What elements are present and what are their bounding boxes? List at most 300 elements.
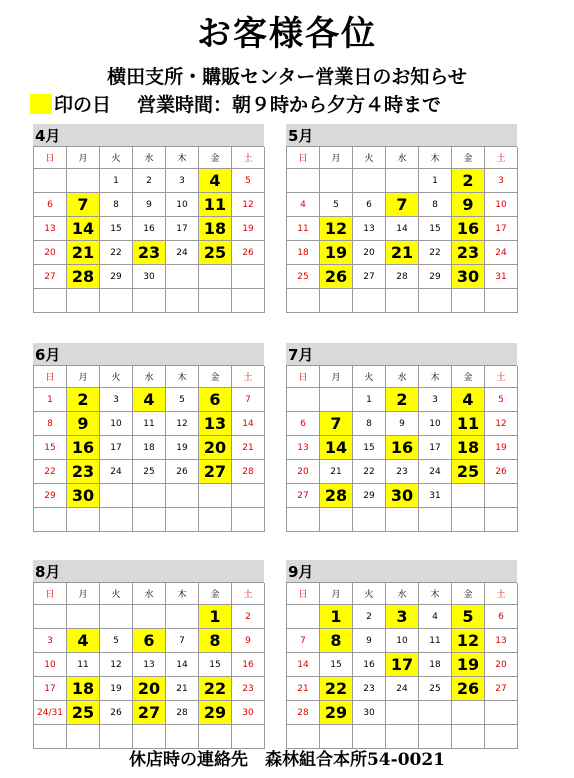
day-cell: 24/31 [34,701,67,725]
day-cell: 3 [166,169,199,193]
empty-cell [166,484,199,508]
empty-cell [419,508,452,532]
day-cell: 18 [419,653,452,677]
day-cell: 27 [287,484,320,508]
month-grid [286,146,517,313]
day-cell: 10 [386,629,419,653]
day-cell: 13 [34,217,67,241]
day-cell: 31 [485,265,518,289]
open-day-cell: 9 [452,193,485,217]
empty-cell [386,701,419,725]
day-cell: 10 [166,193,199,217]
weekday-header: 火 [100,147,133,169]
weekday-header: 日 [34,583,67,605]
day-cell: 14 [166,653,199,677]
day-cell: 5 [166,388,199,412]
weekday-header: 土 [232,366,265,388]
day-cell: 17 [485,217,518,241]
day-cell: 24 [419,460,452,484]
day-cell: 10 [34,653,67,677]
day-cell: 26 [485,460,518,484]
open-day-cell: 29 [320,701,353,725]
day-cell: 26 [232,241,265,265]
open-day-cell: 2 [67,388,100,412]
month-label: 7月 [286,343,517,365]
empty-cell [199,508,232,532]
open-day-cell: 2 [452,169,485,193]
day-cell: 28 [386,265,419,289]
weekday-header: 火 [353,583,386,605]
business-hours: 営業時間：朝９時から夕方４時まで [137,94,442,116]
empty-cell [353,169,386,193]
day-cell: 20 [353,241,386,265]
day-cell: 21 [320,460,353,484]
empty-cell [452,508,485,532]
day-cell: 29 [419,265,452,289]
open-day-cell: 18 [452,436,485,460]
month-calendar [286,343,517,532]
weekday-header: 月 [320,583,353,605]
open-day-cell: 18 [199,217,232,241]
day-cell: 17 [100,436,133,460]
day-cell: 20 [34,241,67,265]
open-day-cell: 9 [67,412,100,436]
empty-cell [67,605,100,629]
day-cell: 5 [485,388,518,412]
empty-cell [485,701,518,725]
empty-cell [353,508,386,532]
day-cell: 15 [353,436,386,460]
day-cell: 24 [386,677,419,701]
open-day-cell: 23 [133,241,166,265]
open-day-cell: 19 [452,653,485,677]
open-day-cell: 30 [386,484,419,508]
empty-cell [166,605,199,629]
empty-cell [199,265,232,289]
month-calendar [33,343,264,532]
month-label: 5月 [286,124,517,146]
day-cell: 23 [232,677,265,701]
empty-cell [232,484,265,508]
empty-cell [419,701,452,725]
open-day-cell: 21 [386,241,419,265]
weekday-header: 水 [133,147,166,169]
day-cell: 20 [485,653,518,677]
day-cell: 5 [320,193,353,217]
weekday-header: 水 [133,366,166,388]
open-day-cell: 22 [320,677,353,701]
open-day-cell: 30 [452,265,485,289]
month-grid [33,365,264,532]
day-cell: 29 [34,484,67,508]
day-cell: 3 [485,169,518,193]
day-cell: 7 [287,629,320,653]
empty-cell [67,508,100,532]
open-day-cell: 29 [199,701,232,725]
day-cell: 15 [320,653,353,677]
weekday-header: 水 [133,583,166,605]
day-cell: 1 [353,388,386,412]
open-day-cell: 1 [199,605,232,629]
day-cell: 28 [232,460,265,484]
day-cell: 24 [100,460,133,484]
month-calendar [33,124,264,313]
day-cell: 6 [353,193,386,217]
month-grid [33,582,264,749]
day-cell: 14 [232,412,265,436]
empty-cell [386,289,419,313]
empty-cell [287,605,320,629]
weekday-header: 金 [199,366,232,388]
empty-cell [166,289,199,313]
day-cell: 12 [166,412,199,436]
open-day-cell: 3 [386,605,419,629]
open-day-cell: 11 [452,412,485,436]
open-day-cell: 18 [67,677,100,701]
day-cell: 10 [100,412,133,436]
open-day-cell: 28 [67,265,100,289]
empty-cell [287,169,320,193]
day-cell: 6 [485,605,518,629]
day-cell: 30 [232,701,265,725]
day-cell: 16 [133,217,166,241]
empty-cell [419,289,452,313]
day-cell: 22 [353,460,386,484]
open-day-cell: 4 [452,388,485,412]
open-day-cell: 14 [320,436,353,460]
empty-cell [100,605,133,629]
day-cell: 15 [199,653,232,677]
day-cell: 21 [287,677,320,701]
day-cell: 31 [419,484,452,508]
legend-marker-label: 印の日 [54,94,112,116]
open-day-cell: 16 [386,436,419,460]
day-cell: 29 [353,484,386,508]
day-cell: 28 [287,701,320,725]
day-cell: 27 [34,265,67,289]
open-day-cell: 19 [320,241,353,265]
day-cell: 2 [133,169,166,193]
weekday-header: 日 [287,147,320,169]
open-day-cell: 16 [452,217,485,241]
weekday-header: 土 [485,583,518,605]
day-cell: 8 [419,193,452,217]
weekday-header: 土 [232,147,265,169]
day-cell: 25 [419,677,452,701]
month-label: 9月 [286,560,517,582]
weekday-header: 水 [386,366,419,388]
empty-cell [34,508,67,532]
open-day-cell: 8 [320,629,353,653]
weekday-header: 水 [386,147,419,169]
day-cell: 19 [166,436,199,460]
day-cell: 7 [232,388,265,412]
contact-footer: 休店時の連絡先 森林組合本所54-0021 [128,750,446,770]
empty-cell [452,484,485,508]
weekday-header: 金 [452,366,485,388]
weekday-header: 土 [485,147,518,169]
weekday-header: 木 [166,366,199,388]
day-cell: 17 [419,436,452,460]
empty-cell [287,388,320,412]
day-cell: 22 [34,460,67,484]
weekday-header: 火 [100,583,133,605]
open-day-cell: 6 [199,388,232,412]
day-cell: 18 [287,241,320,265]
empty-cell [232,289,265,313]
empty-cell [133,508,166,532]
day-cell: 1 [100,169,133,193]
day-cell: 15 [419,217,452,241]
day-cell: 11 [133,412,166,436]
day-cell: 30 [353,701,386,725]
open-day-cell: 7 [67,193,100,217]
weekday-header: 木 [419,147,452,169]
day-cell: 3 [34,629,67,653]
open-day-cell: 30 [67,484,100,508]
day-cell: 19 [232,217,265,241]
open-day-cell: 5 [452,605,485,629]
weekday-header: 火 [353,366,386,388]
day-cell: 3 [100,388,133,412]
legend-line [30,90,441,117]
weekday-header: 月 [320,147,353,169]
day-cell: 5 [232,169,265,193]
empty-cell [133,289,166,313]
open-day-cell: 23 [67,460,100,484]
empty-cell [353,289,386,313]
day-cell: 20 [287,460,320,484]
day-cell: 10 [419,412,452,436]
empty-cell [133,484,166,508]
empty-cell [452,701,485,725]
open-day-cell: 28 [320,484,353,508]
month-label: 6月 [33,343,264,365]
open-day-cell: 6 [133,629,166,653]
day-cell: 30 [133,265,166,289]
open-day-cell: 22 [199,677,232,701]
weekday-header: 月 [67,147,100,169]
day-cell: 13 [485,629,518,653]
day-cell: 11 [419,629,452,653]
day-cell: 12 [100,653,133,677]
page-subtitle: 横田支所・購販センター営業日のお知らせ [107,66,467,88]
empty-cell [485,484,518,508]
day-cell: 17 [34,677,67,701]
day-cell: 13 [133,653,166,677]
day-cell: 6 [287,412,320,436]
day-cell: 9 [133,193,166,217]
month-grid [33,146,264,313]
empty-cell [34,289,67,313]
empty-cell [287,289,320,313]
empty-cell [386,169,419,193]
empty-cell [485,508,518,532]
open-day-cell: 26 [320,265,353,289]
weekday-header: 日 [34,147,67,169]
day-cell: 21 [166,677,199,701]
empty-cell [287,508,320,532]
day-cell: 12 [232,193,265,217]
empty-cell [232,265,265,289]
weekday-header: 月 [320,366,353,388]
open-day-cell: 17 [386,653,419,677]
day-cell: 21 [232,436,265,460]
month-calendar [286,124,517,313]
open-day-cell: 4 [199,169,232,193]
month-calendar [33,560,264,749]
day-cell: 16 [232,653,265,677]
yellow-marker-swatch [30,94,52,114]
weekday-header: 日 [287,583,320,605]
day-cell: 17 [166,217,199,241]
day-cell: 29 [100,265,133,289]
weekday-header: 金 [452,147,485,169]
day-cell: 24 [166,241,199,265]
open-day-cell: 7 [386,193,419,217]
day-cell: 28 [166,701,199,725]
empty-cell [320,169,353,193]
day-cell: 11 [67,653,100,677]
open-day-cell: 20 [133,677,166,701]
day-cell: 19 [485,436,518,460]
weekday-header: 金 [199,147,232,169]
day-cell: 2 [232,605,265,629]
open-day-cell: 11 [199,193,232,217]
day-cell: 18 [133,436,166,460]
weekday-header: 火 [353,147,386,169]
weekday-header: 月 [67,583,100,605]
day-cell: 8 [34,412,67,436]
day-cell: 25 [287,265,320,289]
day-cell: 14 [287,653,320,677]
empty-cell [67,169,100,193]
day-cell: 22 [100,241,133,265]
open-day-cell: 1 [320,605,353,629]
open-day-cell: 8 [199,629,232,653]
day-cell: 5 [100,629,133,653]
month-label: 4月 [33,124,264,146]
open-day-cell: 7 [320,412,353,436]
weekday-header: 水 [386,583,419,605]
day-cell: 26 [166,460,199,484]
day-cell: 7 [166,629,199,653]
day-cell: 1 [419,169,452,193]
weekday-header: 火 [100,366,133,388]
open-day-cell: 12 [320,217,353,241]
day-cell: 16 [353,653,386,677]
day-cell: 12 [485,412,518,436]
empty-cell [34,169,67,193]
open-day-cell: 13 [199,412,232,436]
month-grid [286,365,517,532]
empty-cell [320,508,353,532]
empty-cell [485,289,518,313]
empty-cell [100,289,133,313]
weekday-header: 日 [34,366,67,388]
day-cell: 25 [133,460,166,484]
day-cell: 6 [34,193,67,217]
weekday-header: 土 [485,366,518,388]
weekday-header: 土 [232,583,265,605]
empty-cell [452,289,485,313]
day-cell: 23 [353,677,386,701]
day-cell: 9 [386,412,419,436]
empty-cell [320,289,353,313]
month-label: 8月 [33,560,264,582]
day-cell: 2 [353,605,386,629]
day-cell: 3 [419,388,452,412]
empty-cell [133,605,166,629]
day-cell: 14 [386,217,419,241]
day-cell: 15 [100,217,133,241]
month-grid [286,582,517,749]
day-cell: 9 [353,629,386,653]
empty-cell [199,484,232,508]
empty-cell [166,265,199,289]
empty-cell [386,508,419,532]
weekday-header: 木 [166,583,199,605]
empty-cell [232,508,265,532]
day-cell: 1 [34,388,67,412]
day-cell: 4 [287,193,320,217]
day-cell: 10 [485,193,518,217]
weekday-header: 金 [452,583,485,605]
open-day-cell: 16 [67,436,100,460]
day-cell: 19 [100,677,133,701]
empty-cell [320,388,353,412]
day-cell: 27 [485,677,518,701]
open-day-cell: 27 [199,460,232,484]
empty-cell [100,508,133,532]
weekday-header: 木 [419,583,452,605]
empty-cell [199,289,232,313]
empty-cell [34,605,67,629]
day-cell: 13 [353,217,386,241]
day-cell: 8 [100,193,133,217]
weekday-header: 木 [166,147,199,169]
page-title: お客様各位 [197,14,377,54]
open-day-cell: 25 [452,460,485,484]
day-cell: 24 [485,241,518,265]
open-day-cell: 21 [67,241,100,265]
weekday-header: 木 [419,366,452,388]
weekday-header: 月 [67,366,100,388]
open-day-cell: 27 [133,701,166,725]
open-day-cell: 14 [67,217,100,241]
open-day-cell: 23 [452,241,485,265]
empty-cell [100,484,133,508]
open-day-cell: 2 [386,388,419,412]
empty-cell [67,289,100,313]
day-cell: 15 [34,436,67,460]
weekday-header: 金 [199,583,232,605]
day-cell: 13 [287,436,320,460]
day-cell: 26 [100,701,133,725]
empty-cell [166,508,199,532]
open-day-cell: 25 [199,241,232,265]
day-cell: 4 [419,605,452,629]
open-day-cell: 12 [452,629,485,653]
day-cell: 9 [232,629,265,653]
open-day-cell: 4 [133,388,166,412]
month-calendar [286,560,517,749]
day-cell: 8 [353,412,386,436]
open-day-cell: 20 [199,436,232,460]
day-cell: 23 [386,460,419,484]
open-day-cell: 4 [67,629,100,653]
open-day-cell: 25 [67,701,100,725]
